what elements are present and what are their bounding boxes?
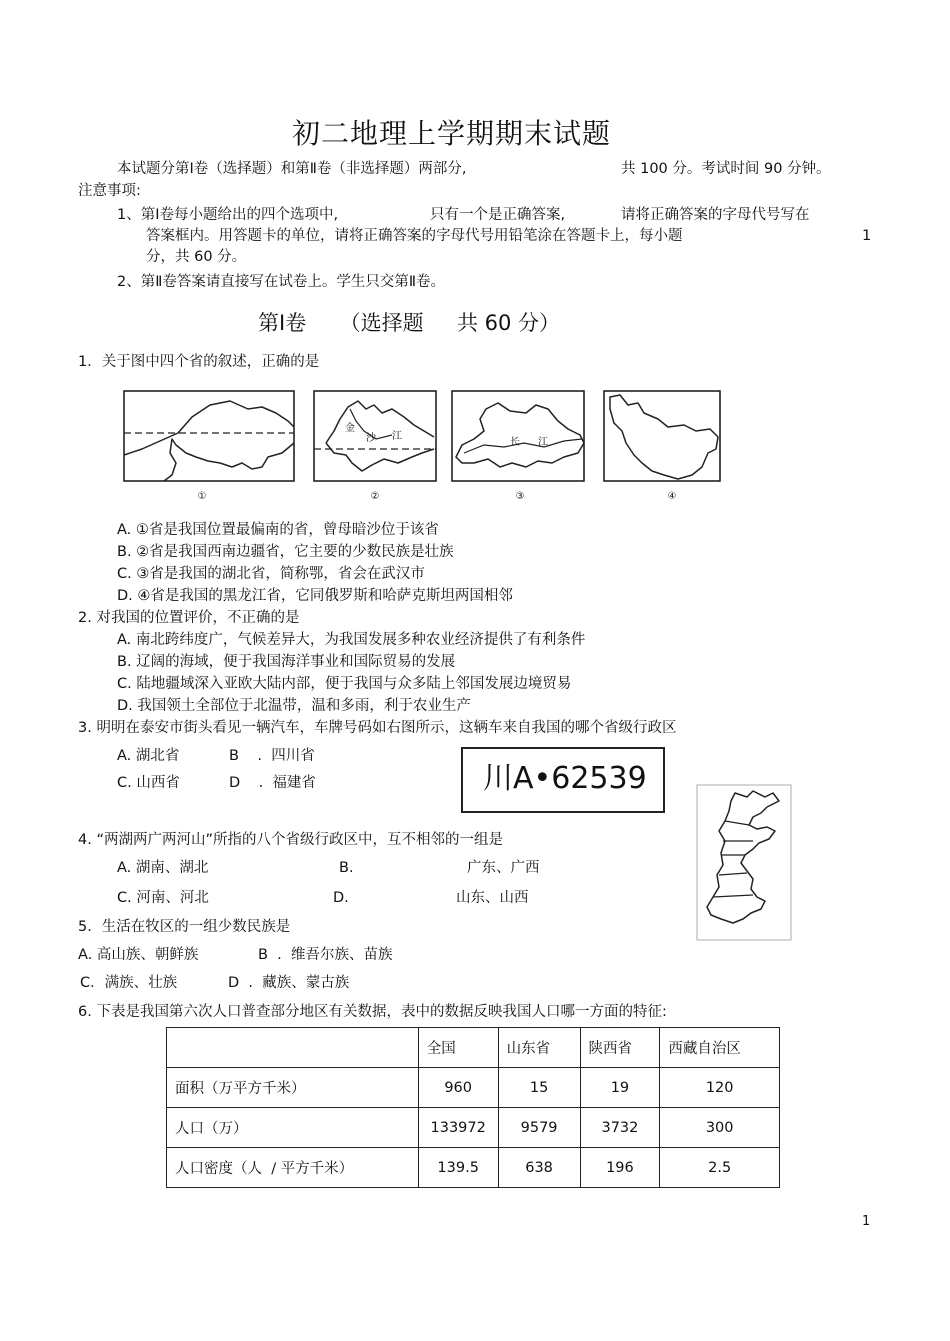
question-1-option-a: A. ①省是我国位置最偏南的省，曾母暗沙位于该省 [117, 522, 439, 538]
map-3-river-char: 江 [538, 437, 548, 448]
question-1-option-b: B. ②省是我国西南边疆省，它主要的少数民族是壮族 [117, 544, 454, 560]
question-4-option-c: C. 河南、河北 [117, 890, 209, 906]
question-4-option-d-letter: D. [333, 890, 349, 906]
note-1-cont: 1 [862, 228, 872, 244]
table-row [167, 1068, 780, 1108]
province-map-1 [124, 391, 294, 502]
map-3-river-char: 长 [510, 437, 520, 448]
intro-text-score: 共 100 分。考试时间 90 分钟。 [621, 161, 831, 177]
question-2-stem: 2. 对我国的位置评价，不正确的是 [78, 610, 300, 626]
question-3-stem: 3. 明明在泰安市街头看见一辆汽车，车牌号码如右图所示，这辆车来自我国的哪个省级行政区 [78, 720, 677, 736]
table-cell: 120 [660, 1068, 780, 1108]
license-plate [461, 747, 665, 813]
plate-prefix: 川A [483, 761, 534, 796]
note-1-cont: 分，共 60 分。 [146, 249, 247, 265]
question-5-option-c: C．满族、壮族 [80, 975, 178, 991]
question-5-stem: 5．生活在牧区的一组少数民族是 [78, 919, 291, 935]
map-4-label: ④ [667, 491, 677, 502]
question-5-option-d: D . 藏族、蒙古族 [228, 975, 350, 991]
table-row-label: 人口（万） [167, 1108, 419, 1148]
question-2-option-d: D. 我国领土全部位于北温带，温和多雨，利于农业生产 [117, 698, 471, 714]
table-cell: 19 [580, 1068, 660, 1108]
table-header-cell: 陕西省 [580, 1028, 660, 1068]
note-2: 2、第Ⅱ卷答案请直接写在试卷上。学生只交第Ⅱ卷。 [117, 274, 445, 290]
question-1-option-d: D. ④省是我国的黑龙江省，它同俄罗斯和哈萨克斯坦两国相邻 [117, 588, 513, 604]
table-header-cell [167, 1028, 419, 1068]
question-3-option-a: A. 湖北省 [117, 748, 180, 764]
table-cell: 2.5 [660, 1148, 780, 1188]
table-header-cell: 西藏自治区 [660, 1028, 780, 1068]
page-number: 1 [862, 1214, 871, 1229]
map-2-river-char: 金 [345, 423, 355, 434]
table-row-label: 人口密度（人 / 平方千米） [167, 1148, 419, 1188]
population-table [166, 1027, 780, 1188]
table-cell: 133972 [418, 1108, 498, 1148]
page-title: 初二地理上学期期末试题 [292, 117, 612, 150]
note-1-part: 只有一个是正确答案, [430, 207, 566, 223]
province-maps [112, 383, 727, 505]
note-1: 1、第Ⅰ卷每小题给出的四个选项中, [117, 207, 339, 223]
note-1-part: 请将正确答案的字母代号写在 [621, 207, 810, 223]
question-4-option-a: A. 湖南、湖北 [117, 860, 209, 876]
table-row-label: 面积（万平方千米） [167, 1068, 419, 1108]
question-5-option-a: A. 高山族、朝鲜族 [78, 947, 199, 963]
question-2-option-a: A. 南北跨纬度广，气候差异大，为我国发展多种农业经济提供了有利条件 [117, 632, 586, 648]
table-header-cell: 全国 [418, 1028, 498, 1068]
question-1-option-c: C. ③省是我国的湖北省，简称鄂，省会在武汉市 [117, 566, 425, 582]
eastern-provinces-map [695, 783, 795, 943]
question-4-option-d: 山东、山西 [456, 890, 529, 906]
province-map-2 [314, 391, 436, 502]
plate-dot: • [533, 761, 552, 796]
question-3-option-d: D . 福建省 [229, 775, 316, 791]
question-3-option-c: C. 山西省 [117, 775, 180, 791]
table-cell: 139.5 [418, 1148, 498, 1188]
note-1-cont: 答案框内。用答题卡的单位，请将正确答案的字母代号用铅笔涂在答题卡上，每小题 [146, 228, 683, 244]
question-2-option-b: B. 辽阔的海域，便于我国海洋事业和国际贸易的发展 [117, 654, 456, 670]
question-6-stem: 6. 下表是我国第六次人口普查部分地区有关数据，表中的数据反映我国人口哪一方面的特征: [78, 1004, 667, 1020]
plate-number: 62539 [551, 761, 647, 796]
table-cell: 15 [498, 1068, 580, 1108]
map-2-label: ② [370, 491, 380, 502]
question-4-option-b: 广东、广西 [467, 860, 540, 876]
table-row [167, 1148, 780, 1188]
table-cell: 9579 [498, 1108, 580, 1148]
table-cell: 3732 [580, 1108, 660, 1148]
intro-text: 本试题分第Ⅰ卷（选择题）和第Ⅱ卷（非选择题）两部分, [117, 161, 467, 177]
table-cell: 960 [418, 1068, 498, 1108]
map-1-label: ① [197, 491, 207, 502]
table-header-row [167, 1028, 780, 1068]
province-map-3 [452, 391, 584, 502]
table-row [167, 1108, 780, 1148]
notes-label: 注意事项: [78, 183, 141, 199]
question-1-stem: 1．关于图中四个省的叙述，正确的是 [78, 354, 320, 370]
map-2-river-char: 沙 [366, 433, 376, 444]
table-cell: 196 [580, 1148, 660, 1188]
table-cell: 638 [498, 1148, 580, 1188]
map-2-river-char: 江 [392, 431, 402, 442]
table-cell: 300 [660, 1108, 780, 1148]
question-4-option-b-letter: B. [339, 860, 354, 876]
question-3-option-b: B . 四川省 [229, 748, 315, 764]
question-4-stem: 4. “两湖两广两河山”所指的八个省级行政区中，互不相邻的一组是 [78, 832, 503, 848]
province-map-4 [604, 391, 720, 502]
table-header-cell: 山东省 [498, 1028, 580, 1068]
question-2-option-c: C. 陆地疆域深入亚欧大陆内部，便于我国与众多陆上邻国发展边境贸易 [117, 676, 572, 692]
section-title: 第Ⅰ卷 （选择题 共 60 分） [258, 311, 561, 335]
question-5-option-b: B . 维吾尔族、苗族 [258, 947, 393, 963]
map-3-label: ③ [515, 491, 525, 502]
